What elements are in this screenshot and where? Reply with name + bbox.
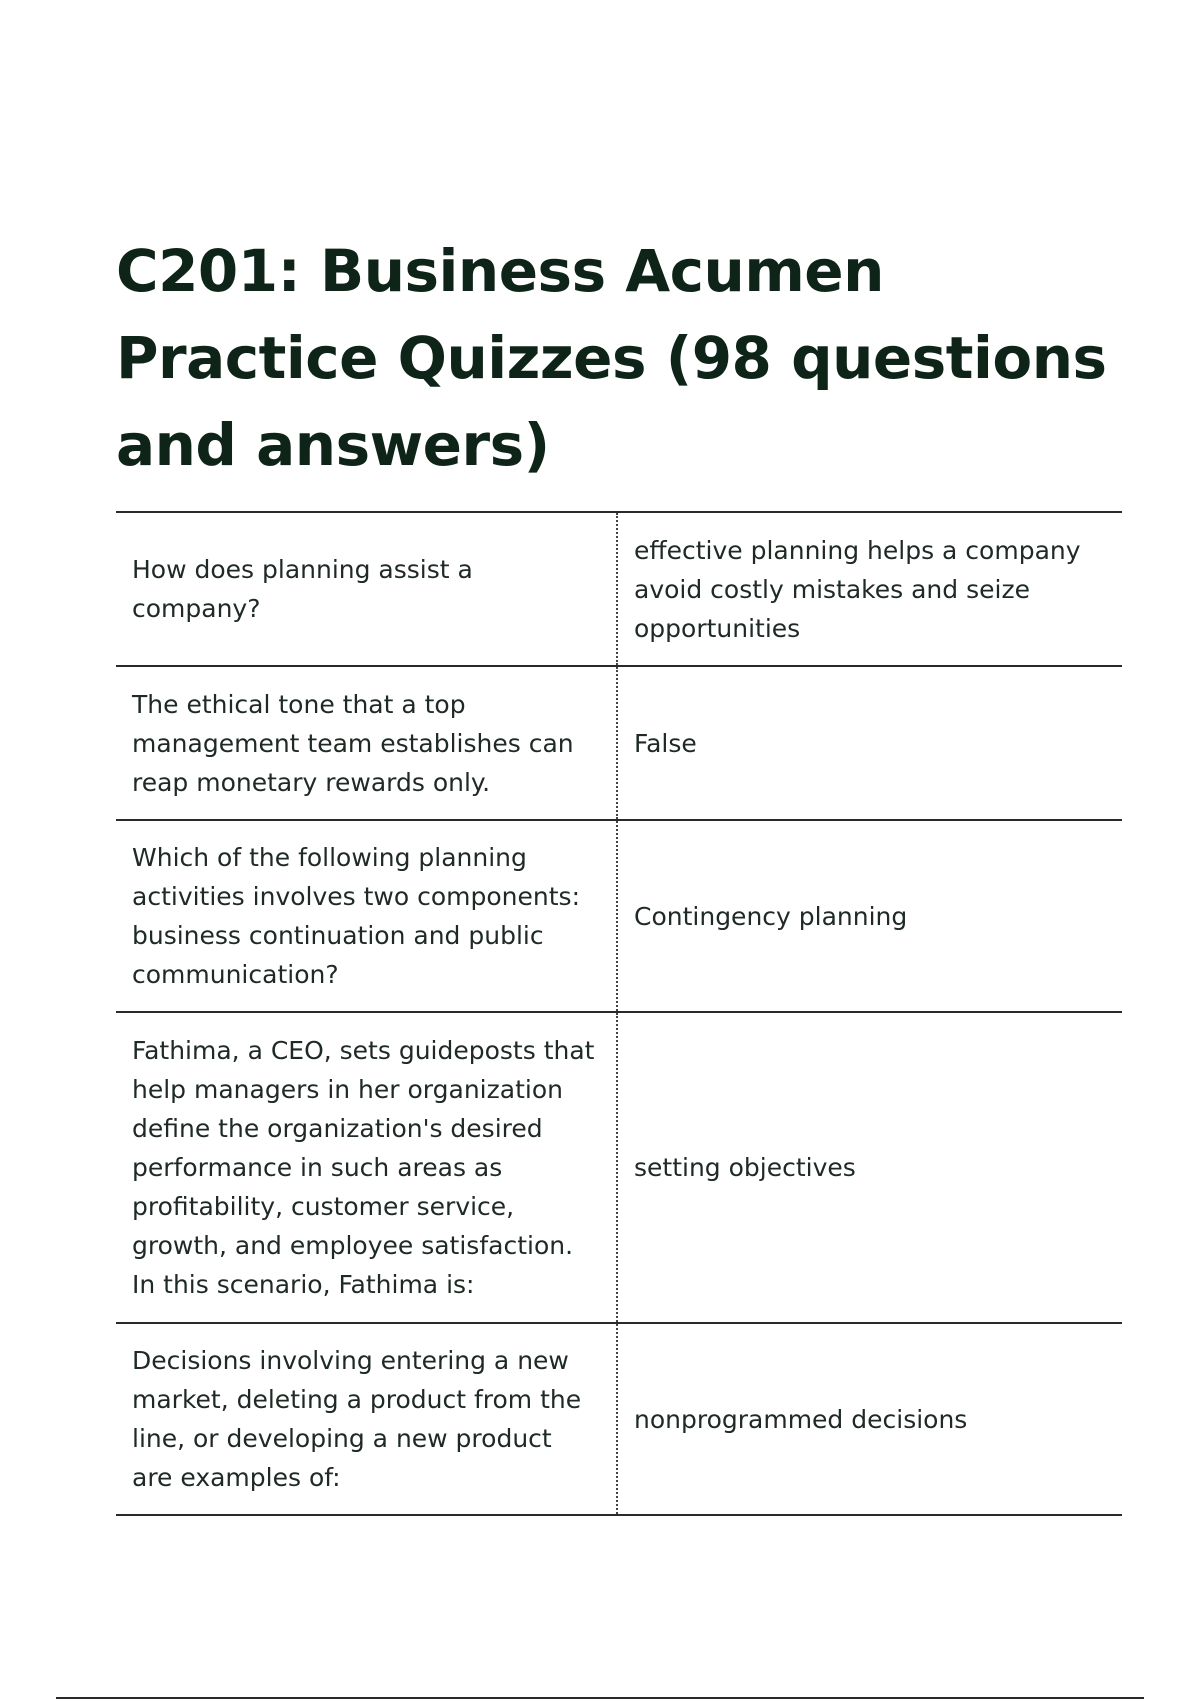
table-row [116,1324,1122,1516]
answer-cell: False [634,728,697,758]
answer-cell: effective planning helps a company avoid costly mistakes and seize opportunities [634,535,1081,643]
page-title: C201: Business Acumen Practice Quizzes (98 questions and answers) [116,237,1107,479]
question-cell: The ethical tone that a top management team establishes can reap monetary rewards only. [116,667,618,819]
table-row [116,1013,1122,1324]
answer-cell: nonprogrammed decisions [634,1404,968,1434]
question-cell: Decisions involving entering a new market, deleting a product from the line, or developing a new product are examples of: [116,1324,618,1514]
question-cell: Fathima, a CEO, sets guideposts that help managers in her organization define the organization's desired performance in such areas as profitability, customer service, growth, and employee satisfaction. In this scenario, Fathima is: [116,1013,618,1322]
table-row [116,667,1122,821]
question-cell: How does planning assist a company? [116,513,618,665]
table-row [116,821,1122,1013]
qa-table [116,511,1122,1516]
footer-divider [56,1697,1144,1699]
question-cell: Which of the following planning activities involves two components: business continuation and public communication? [116,821,618,1011]
answer-cell: Contingency planning [634,901,908,931]
table-row [116,513,1122,667]
answer-cell: setting objectives [634,1153,856,1182]
